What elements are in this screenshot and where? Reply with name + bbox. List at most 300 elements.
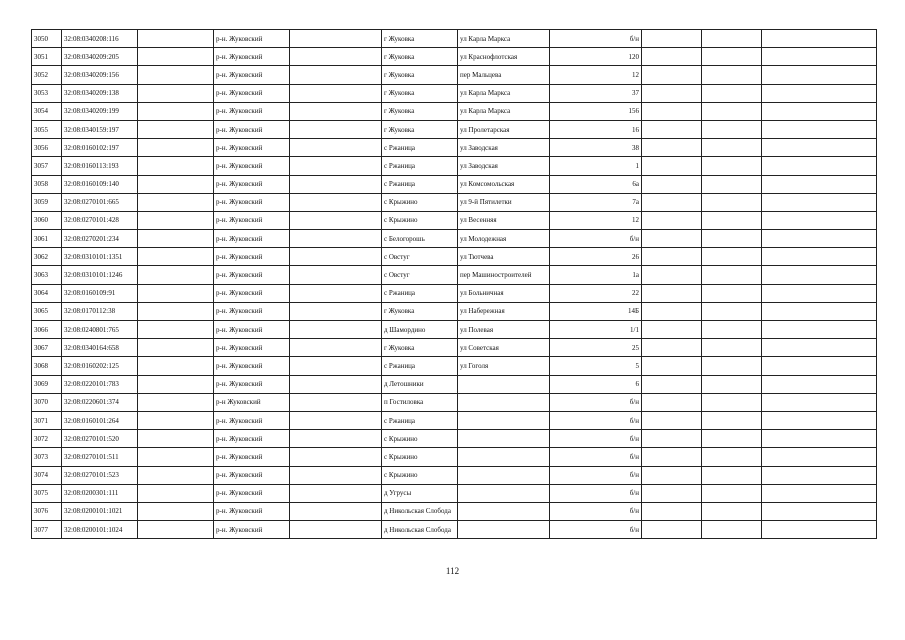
row-number: 3073 <box>32 448 62 466</box>
house-number: 6 <box>550 375 642 393</box>
empty-cell <box>290 284 382 302</box>
house-number: б/н <box>550 521 642 539</box>
street-cell: пер Машиностроителей <box>458 266 550 284</box>
district-cell: р-н. Жуковский <box>214 193 290 211</box>
table-row <box>32 375 877 393</box>
house-number: 16 <box>550 120 642 138</box>
district-cell: р-н. Жуковский <box>214 375 290 393</box>
empty-cell <box>642 502 702 520</box>
table-row <box>32 30 877 48</box>
empty-cell <box>762 248 877 266</box>
empty-cell <box>290 466 382 484</box>
empty-cell <box>642 284 702 302</box>
empty-cell <box>762 66 877 84</box>
empty-cell <box>762 230 877 248</box>
empty-cell <box>290 339 382 357</box>
cadastral-number: 32:08:0270101:523 <box>62 466 138 484</box>
house-number: б/н <box>550 230 642 248</box>
cadastral-number: 32:08:0160113:193 <box>62 157 138 175</box>
cadastral-number: 32:08:0170112:38 <box>62 302 138 320</box>
row-number: 3064 <box>32 284 62 302</box>
empty-cell <box>762 302 877 320</box>
locality-cell: д Никольская Слобода <box>382 521 458 539</box>
row-number: 3069 <box>32 375 62 393</box>
house-number: 7а <box>550 193 642 211</box>
empty-cell <box>642 339 702 357</box>
locality-cell: с Ржаница <box>382 284 458 302</box>
district-cell: р-н. Жуковский <box>214 102 290 120</box>
empty-cell <box>642 321 702 339</box>
empty-cell <box>290 321 382 339</box>
empty-cell <box>138 521 214 539</box>
row-number: 3059 <box>32 193 62 211</box>
empty-cell <box>702 321 762 339</box>
empty-cell <box>138 357 214 375</box>
empty-cell <box>702 521 762 539</box>
locality-cell: с Овстуг <box>382 266 458 284</box>
district-cell: р-н. Жуковский <box>214 339 290 357</box>
house-number: 1/1 <box>550 321 642 339</box>
row-number: 3075 <box>32 484 62 502</box>
table-row <box>32 266 877 284</box>
empty-cell <box>290 357 382 375</box>
cadastral-number: 32:08:0240801:765 <box>62 321 138 339</box>
cadastral-number: 32:08:0340208:116 <box>62 30 138 48</box>
cadastral-number: 32:08:0310101:1246 <box>62 266 138 284</box>
locality-cell: с Крыжино <box>382 430 458 448</box>
house-number: б/н <box>550 502 642 520</box>
table-row <box>32 430 877 448</box>
district-cell: р-н. Жуковский <box>214 211 290 229</box>
street-cell: ул Карла Маркса <box>458 30 550 48</box>
empty-cell <box>290 411 382 429</box>
empty-cell <box>702 375 762 393</box>
house-number: 1 <box>550 157 642 175</box>
empty-cell <box>138 321 214 339</box>
table-row <box>32 393 877 411</box>
empty-cell <box>642 393 702 411</box>
street-cell: ул Советская <box>458 339 550 357</box>
empty-cell <box>642 466 702 484</box>
empty-cell <box>642 357 702 375</box>
cadastral-number: 32:08:0160109:91 <box>62 284 138 302</box>
district-cell: р-н. Жуковский <box>214 66 290 84</box>
table-row <box>32 193 877 211</box>
empty-cell <box>290 248 382 266</box>
empty-cell <box>762 448 877 466</box>
table-row <box>32 357 877 375</box>
empty-cell <box>702 430 762 448</box>
street-cell <box>458 448 550 466</box>
empty-cell <box>762 139 877 157</box>
empty-cell <box>642 211 702 229</box>
locality-cell: г Жуковка <box>382 30 458 48</box>
house-number: 25 <box>550 339 642 357</box>
empty-cell <box>762 393 877 411</box>
empty-cell <box>702 211 762 229</box>
street-cell: ул Комсомольская <box>458 175 550 193</box>
empty-cell <box>138 211 214 229</box>
empty-cell <box>702 411 762 429</box>
empty-cell <box>762 84 877 102</box>
empty-cell <box>702 302 762 320</box>
table-row <box>32 211 877 229</box>
district-cell: р-н. Жуковский <box>214 411 290 429</box>
table-row <box>32 139 877 157</box>
table-row <box>32 102 877 120</box>
street-cell: ул Пролетарская <box>458 120 550 138</box>
locality-cell: г Жуковка <box>382 102 458 120</box>
table-row <box>32 84 877 102</box>
district-cell: р-н Жуковский <box>214 393 290 411</box>
cadastral-number: 32:08:0340159:197 <box>62 120 138 138</box>
table-body <box>32 30 877 539</box>
empty-cell <box>642 302 702 320</box>
empty-cell <box>290 30 382 48</box>
empty-cell <box>290 230 382 248</box>
empty-cell <box>702 193 762 211</box>
house-number: 26 <box>550 248 642 266</box>
cadastral-number: 32:08:0270101:665 <box>62 193 138 211</box>
empty-cell <box>290 211 382 229</box>
empty-cell <box>702 230 762 248</box>
street-cell <box>458 466 550 484</box>
empty-cell <box>762 430 877 448</box>
cadastral-number: 32:08:0220101:783 <box>62 375 138 393</box>
locality-cell: с Крыжино <box>382 466 458 484</box>
cadastral-number: 32:08:0310101:1351 <box>62 248 138 266</box>
district-cell: р-н. Жуковский <box>214 284 290 302</box>
empty-cell <box>642 411 702 429</box>
empty-cell <box>290 448 382 466</box>
locality-cell: с Ржаница <box>382 139 458 157</box>
table-row <box>32 120 877 138</box>
district-cell: р-н. Жуковский <box>214 266 290 284</box>
row-number: 3060 <box>32 211 62 229</box>
locality-cell: г Жуковка <box>382 120 458 138</box>
district-cell: р-н. Жуковский <box>214 466 290 484</box>
empty-cell <box>138 339 214 357</box>
empty-cell <box>702 339 762 357</box>
locality-cell: д Никольская Слобода <box>382 502 458 520</box>
empty-cell <box>762 30 877 48</box>
street-cell <box>458 502 550 520</box>
district-cell: р-н. Жуковский <box>214 230 290 248</box>
cadastral-number: 32:08:0160101:264 <box>62 411 138 429</box>
row-number: 3072 <box>32 430 62 448</box>
row-number: 3054 <box>32 102 62 120</box>
empty-cell <box>290 375 382 393</box>
street-cell <box>458 375 550 393</box>
cadastral-number: 32:08:0160102:197 <box>62 139 138 157</box>
street-cell: ул Набережная <box>458 302 550 320</box>
empty-cell <box>762 284 877 302</box>
empty-cell <box>762 484 877 502</box>
cadastral-number: 32:08:0200101:1024 <box>62 521 138 539</box>
empty-cell <box>762 193 877 211</box>
cadastral-number: 32:08:0160202:125 <box>62 357 138 375</box>
table-row <box>32 157 877 175</box>
empty-cell <box>138 466 214 484</box>
empty-cell <box>290 120 382 138</box>
cadastral-number: 32:08:0160109:140 <box>62 175 138 193</box>
locality-cell: с Ржаница <box>382 411 458 429</box>
empty-cell <box>702 484 762 502</box>
table-row <box>32 248 877 266</box>
locality-cell: с Ржаница <box>382 357 458 375</box>
house-number: 6а <box>550 175 642 193</box>
table-row <box>32 284 877 302</box>
table-row <box>32 484 877 502</box>
street-cell: ул Больничная <box>458 284 550 302</box>
table-row <box>32 411 877 429</box>
locality-cell: г Жуковка <box>382 302 458 320</box>
empty-cell <box>290 430 382 448</box>
row-number: 3056 <box>32 139 62 157</box>
empty-cell <box>138 30 214 48</box>
house-number: б/н <box>550 430 642 448</box>
street-cell: ул Весенняя <box>458 211 550 229</box>
row-number: 3052 <box>32 66 62 84</box>
empty-cell <box>290 139 382 157</box>
empty-cell <box>138 84 214 102</box>
street-cell: ул Молодежная <box>458 230 550 248</box>
cadastral-number: 32:08:0220601:374 <box>62 393 138 411</box>
empty-cell <box>702 30 762 48</box>
empty-cell <box>642 157 702 175</box>
street-cell: ул Гоголя <box>458 357 550 375</box>
street-cell <box>458 393 550 411</box>
cadastral-number: 32:08:0270101:520 <box>62 430 138 448</box>
table-row <box>32 175 877 193</box>
empty-cell <box>762 357 877 375</box>
row-number: 3066 <box>32 321 62 339</box>
empty-cell <box>290 48 382 66</box>
house-number: 12 <box>550 66 642 84</box>
district-cell: р-н. Жуковский <box>214 502 290 520</box>
empty-cell <box>762 48 877 66</box>
house-number: 37 <box>550 84 642 102</box>
row-number: 3071 <box>32 411 62 429</box>
empty-cell <box>702 66 762 84</box>
street-cell: ул Заводская <box>458 157 550 175</box>
empty-cell <box>642 120 702 138</box>
page-number: 112 <box>445 566 460 576</box>
empty-cell <box>290 521 382 539</box>
row-number: 3074 <box>32 466 62 484</box>
locality-cell: г Жуковка <box>382 66 458 84</box>
street-cell: ул Полевая <box>458 321 550 339</box>
empty-cell <box>642 266 702 284</box>
empty-cell <box>702 266 762 284</box>
cadastral-number: 32:08:0270201:234 <box>62 230 138 248</box>
empty-cell <box>138 175 214 193</box>
table-row <box>32 502 877 520</box>
empty-cell <box>702 357 762 375</box>
empty-cell <box>702 120 762 138</box>
empty-cell <box>702 502 762 520</box>
street-cell: ул Заводская <box>458 139 550 157</box>
street-cell <box>458 521 550 539</box>
row-number: 3063 <box>32 266 62 284</box>
house-number: б/н <box>550 411 642 429</box>
locality-cell: г Жуковка <box>382 48 458 66</box>
empty-cell <box>762 521 877 539</box>
district-cell: р-н. Жуковский <box>214 30 290 48</box>
street-cell: пер Мальцева <box>458 66 550 84</box>
table-row <box>32 466 877 484</box>
district-cell: р-н. Жуковский <box>214 139 290 157</box>
empty-cell <box>642 448 702 466</box>
empty-cell <box>642 375 702 393</box>
house-number: 22 <box>550 284 642 302</box>
empty-cell <box>642 248 702 266</box>
empty-cell <box>702 466 762 484</box>
table-row <box>32 48 877 66</box>
empty-cell <box>138 120 214 138</box>
empty-cell <box>762 375 877 393</box>
empty-cell <box>290 266 382 284</box>
empty-cell <box>762 339 877 357</box>
empty-cell <box>702 284 762 302</box>
row-number: 3058 <box>32 175 62 193</box>
row-number: 3055 <box>32 120 62 138</box>
house-number: 38 <box>550 139 642 157</box>
table-row <box>32 448 877 466</box>
district-cell: р-н. Жуковский <box>214 48 290 66</box>
locality-cell: п Гостиловка <box>382 393 458 411</box>
empty-cell <box>702 84 762 102</box>
house-number: 156 <box>550 102 642 120</box>
empty-cell <box>138 66 214 84</box>
empty-cell <box>138 248 214 266</box>
row-number: 3077 <box>32 521 62 539</box>
table-row <box>32 302 877 320</box>
empty-cell <box>762 211 877 229</box>
row-number: 3050 <box>32 30 62 48</box>
street-cell: ул Тютчева <box>458 248 550 266</box>
district-cell: р-н. Жуковский <box>214 484 290 502</box>
empty-cell <box>642 102 702 120</box>
empty-cell <box>138 230 214 248</box>
empty-cell <box>642 484 702 502</box>
empty-cell <box>138 139 214 157</box>
empty-cell <box>138 266 214 284</box>
empty-cell <box>138 502 214 520</box>
street-cell: ул Карла Маркса <box>458 102 550 120</box>
cadastral-number: 32:08:0340209:205 <box>62 48 138 66</box>
empty-cell <box>138 102 214 120</box>
district-cell: р-н. Жуковский <box>214 302 290 320</box>
district-cell: р-н. Жуковский <box>214 321 290 339</box>
district-cell: р-н. Жуковский <box>214 521 290 539</box>
empty-cell <box>642 66 702 84</box>
cadastral-number: 32:08:0270101:511 <box>62 448 138 466</box>
empty-cell <box>702 48 762 66</box>
empty-cell <box>762 120 877 138</box>
locality-cell: г Жуковка <box>382 339 458 357</box>
district-cell: р-н. Жуковский <box>214 175 290 193</box>
street-cell: ул Карла Маркса <box>458 84 550 102</box>
street-cell <box>458 484 550 502</box>
cadastral-number: 32:08:0340209:156 <box>62 66 138 84</box>
locality-cell: с Овстуг <box>382 248 458 266</box>
empty-cell <box>762 157 877 175</box>
locality-cell: с Крыжино <box>382 448 458 466</box>
table-row <box>32 66 877 84</box>
table-row <box>32 339 877 357</box>
table-row <box>32 230 877 248</box>
empty-cell <box>642 521 702 539</box>
empty-cell <box>138 484 214 502</box>
locality-cell: с Крыжино <box>382 211 458 229</box>
empty-cell <box>290 502 382 520</box>
empty-cell <box>762 266 877 284</box>
empty-cell <box>642 193 702 211</box>
empty-cell <box>702 157 762 175</box>
empty-cell <box>138 375 214 393</box>
cadastral-number: 32:08:0270101:428 <box>62 211 138 229</box>
locality-cell: д Угрусы <box>382 484 458 502</box>
empty-cell <box>762 175 877 193</box>
house-number: 12 <box>550 211 642 229</box>
district-cell: р-н. Жуковский <box>214 84 290 102</box>
house-number: б/н <box>550 484 642 502</box>
empty-cell <box>702 139 762 157</box>
district-cell: р-н. Жуковский <box>214 120 290 138</box>
empty-cell <box>702 102 762 120</box>
locality-cell: г Жуковка <box>382 84 458 102</box>
row-number: 3053 <box>32 84 62 102</box>
house-number: 5 <box>550 357 642 375</box>
street-cell: ул Краснофлотская <box>458 48 550 66</box>
row-number: 3076 <box>32 502 62 520</box>
district-cell: р-н. Жуковский <box>214 357 290 375</box>
row-number: 3062 <box>32 248 62 266</box>
empty-cell <box>138 284 214 302</box>
locality-cell: с Белогорошь <box>382 230 458 248</box>
empty-cell <box>642 430 702 448</box>
empty-cell <box>762 466 877 484</box>
empty-cell <box>762 502 877 520</box>
house-number: б/н <box>550 393 642 411</box>
cadastral-number: 32:08:0340209:138 <box>62 84 138 102</box>
empty-cell <box>138 411 214 429</box>
house-number: б/н <box>550 466 642 484</box>
street-cell <box>458 430 550 448</box>
empty-cell <box>138 193 214 211</box>
house-number: 14Б <box>550 302 642 320</box>
district-cell: р-н. Жуковский <box>214 430 290 448</box>
empty-cell <box>290 157 382 175</box>
registry-table <box>31 29 877 539</box>
empty-cell <box>642 30 702 48</box>
empty-cell <box>138 157 214 175</box>
empty-cell <box>642 175 702 193</box>
empty-cell <box>290 302 382 320</box>
empty-cell <box>642 84 702 102</box>
empty-cell <box>702 248 762 266</box>
locality-cell: д Летошники <box>382 375 458 393</box>
row-number: 3067 <box>32 339 62 357</box>
district-cell: р-н. Жуковский <box>214 248 290 266</box>
cadastral-number: 32:08:0200101:1021 <box>62 502 138 520</box>
empty-cell <box>702 448 762 466</box>
street-cell: ул 9-й Пятилетки <box>458 193 550 211</box>
empty-cell <box>138 393 214 411</box>
row-number: 3051 <box>32 48 62 66</box>
empty-cell <box>138 48 214 66</box>
